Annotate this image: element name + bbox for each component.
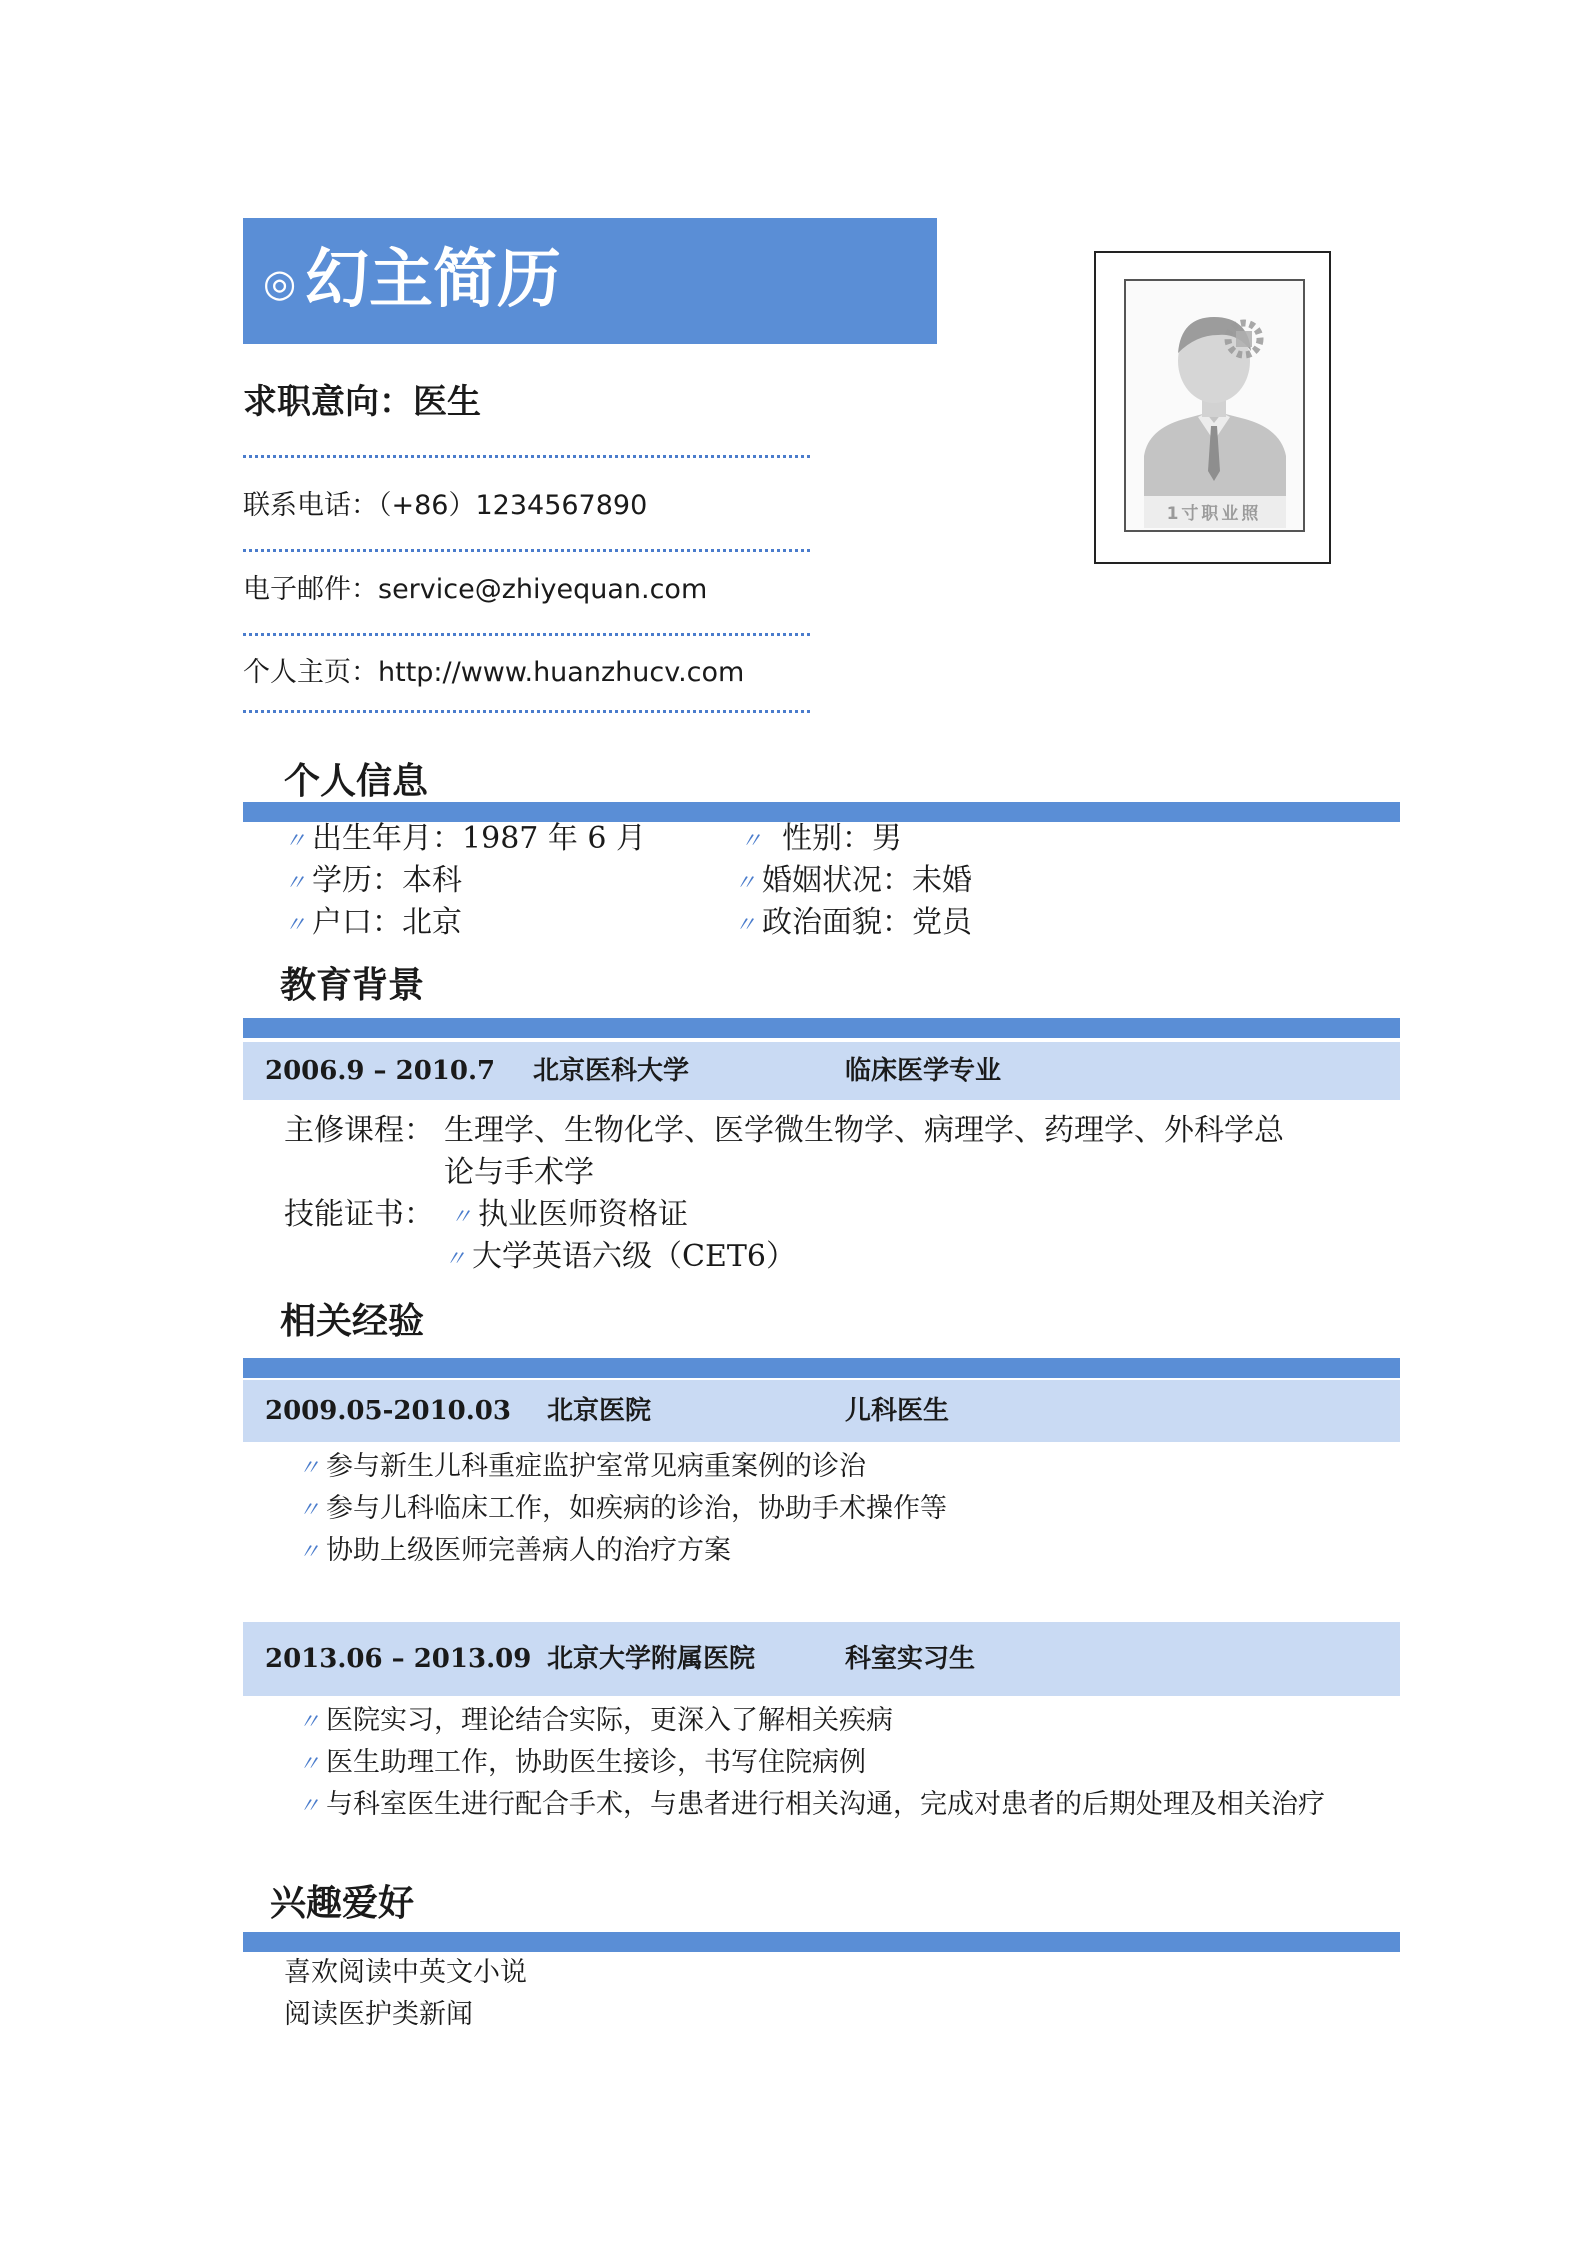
job-org: 北京医院	[547, 1396, 652, 1426]
job-item: 〃 参与儿科临床工作，如疾病的诊治，协助手术操作等	[298, 1493, 948, 1524]
section-bar	[243, 1358, 1400, 1378]
double-slash-bullet-icon: 〃	[284, 871, 307, 896]
job-role: 儿科医生	[845, 1396, 950, 1426]
photo-caption: 1寸职业照	[1166, 504, 1262, 524]
courses-label: 主修课程：	[284, 1113, 434, 1148]
section-title-hobbies: 兴趣爱好	[270, 1882, 415, 1924]
info-hukou: 〃 户口：北京	[284, 905, 463, 940]
cert-item: 〃 大学英语六级（CET6）	[444, 1239, 796, 1274]
courses-line-1: 生理学、生物化学、医学微生物学、病理学、药理学、外科学总	[444, 1113, 1284, 1148]
job-band	[243, 1380, 1400, 1442]
education-period: 2006.9 – 2010.7	[265, 1056, 496, 1086]
job-band	[243, 1622, 1400, 1696]
double-slash-bullet-icon: 〃	[298, 1794, 321, 1819]
certs-label: 技能证书：	[284, 1197, 434, 1232]
double-slash-bullet-icon: 〃	[298, 1540, 321, 1565]
cert-item: 〃 执业医师资格证	[450, 1197, 689, 1232]
hobby-item: 喜欢阅读中英文小说	[284, 1957, 527, 1988]
photo-frame	[1094, 251, 1331, 564]
section-bar	[243, 1018, 1400, 1038]
photo-placeholder	[1124, 279, 1305, 532]
double-slash-bullet-icon: 〃	[444, 1247, 467, 1272]
hobby-item: 阅读医护类新闻	[284, 1999, 473, 2030]
double-slash-bullet-icon: 〃	[740, 829, 763, 854]
job-item: 〃 与科室医生进行配合手术，与患者进行相关沟通，完成对患者的后期处理及相关治疗	[298, 1789, 1326, 1820]
double-slash-bullet-icon: 〃	[734, 913, 757, 938]
job-item: 〃 参与新生儿科重症监护室常见病重案例的诊治	[298, 1451, 867, 1482]
education-school: 北京医科大学	[533, 1056, 690, 1086]
double-slash-bullet-icon: 〃	[734, 871, 757, 896]
job-item: 〃 医院实习，理论结合实际，更深入了解相关疾病	[298, 1705, 894, 1736]
job-item: 〃 协助上级医师完善病人的治疗方案	[298, 1535, 732, 1566]
avatar-icon	[1126, 281, 1303, 530]
info-marital: 〃 婚姻状况：未婚	[734, 863, 973, 898]
section-title-education: 教育背景	[280, 964, 425, 1006]
section-title-experience: 相关经验	[280, 1300, 425, 1342]
info-education: 〃 学历：本科	[284, 863, 463, 898]
contact-email[interactable]: 电子邮件：service@zhiyequan.com	[243, 574, 708, 605]
double-slash-bullet-icon: 〃	[284, 829, 307, 854]
job-org: 北京大学附属医院	[547, 1644, 756, 1674]
double-slash-bullet-icon: 〃	[298, 1752, 321, 1777]
double-slash-bullet-icon: 〃	[298, 1498, 321, 1523]
education-major: 临床医学专业	[845, 1056, 1002, 1086]
info-gender: 〃 性别：男	[740, 821, 903, 856]
divider	[243, 549, 810, 552]
contact-phone: 联系电话：（+86）1234567890	[243, 490, 648, 521]
resume-title	[263, 240, 561, 323]
double-slash-bullet-icon: 〃	[284, 913, 307, 938]
divider	[243, 455, 810, 458]
contact-homepage[interactable]: 个人主页：http://www.huanzhucv.com	[243, 657, 745, 688]
double-slash-bullet-icon: 〃	[450, 1205, 473, 1230]
job-period: 2013.06 – 2013.09	[265, 1644, 532, 1674]
title-banner	[243, 218, 937, 344]
bullseye-icon: ◎	[263, 261, 297, 306]
divider	[243, 710, 810, 713]
info-political: 〃 政治面貌：党员	[734, 905, 973, 940]
job-period: 2009.05-2010.03	[265, 1396, 511, 1426]
info-birth: 〃 出生年月：1987 年 6 月	[284, 821, 647, 856]
job-role: 科室实习生	[845, 1644, 976, 1674]
double-slash-bullet-icon: 〃	[298, 1710, 321, 1735]
education-band	[243, 1042, 1400, 1100]
section-bar	[243, 1932, 1400, 1952]
divider	[243, 633, 810, 636]
courses-line-2: 论与手术学	[444, 1155, 594, 1190]
job-objective: 求职意向：医生	[243, 382, 481, 422]
job-item: 〃 医生助理工作，协助医生接诊，书写住院病例	[298, 1747, 867, 1778]
resume-title-text: 幻主简历	[305, 243, 561, 317]
section-title-personal: 个人信息	[284, 760, 429, 802]
double-slash-bullet-icon: 〃	[298, 1456, 321, 1481]
